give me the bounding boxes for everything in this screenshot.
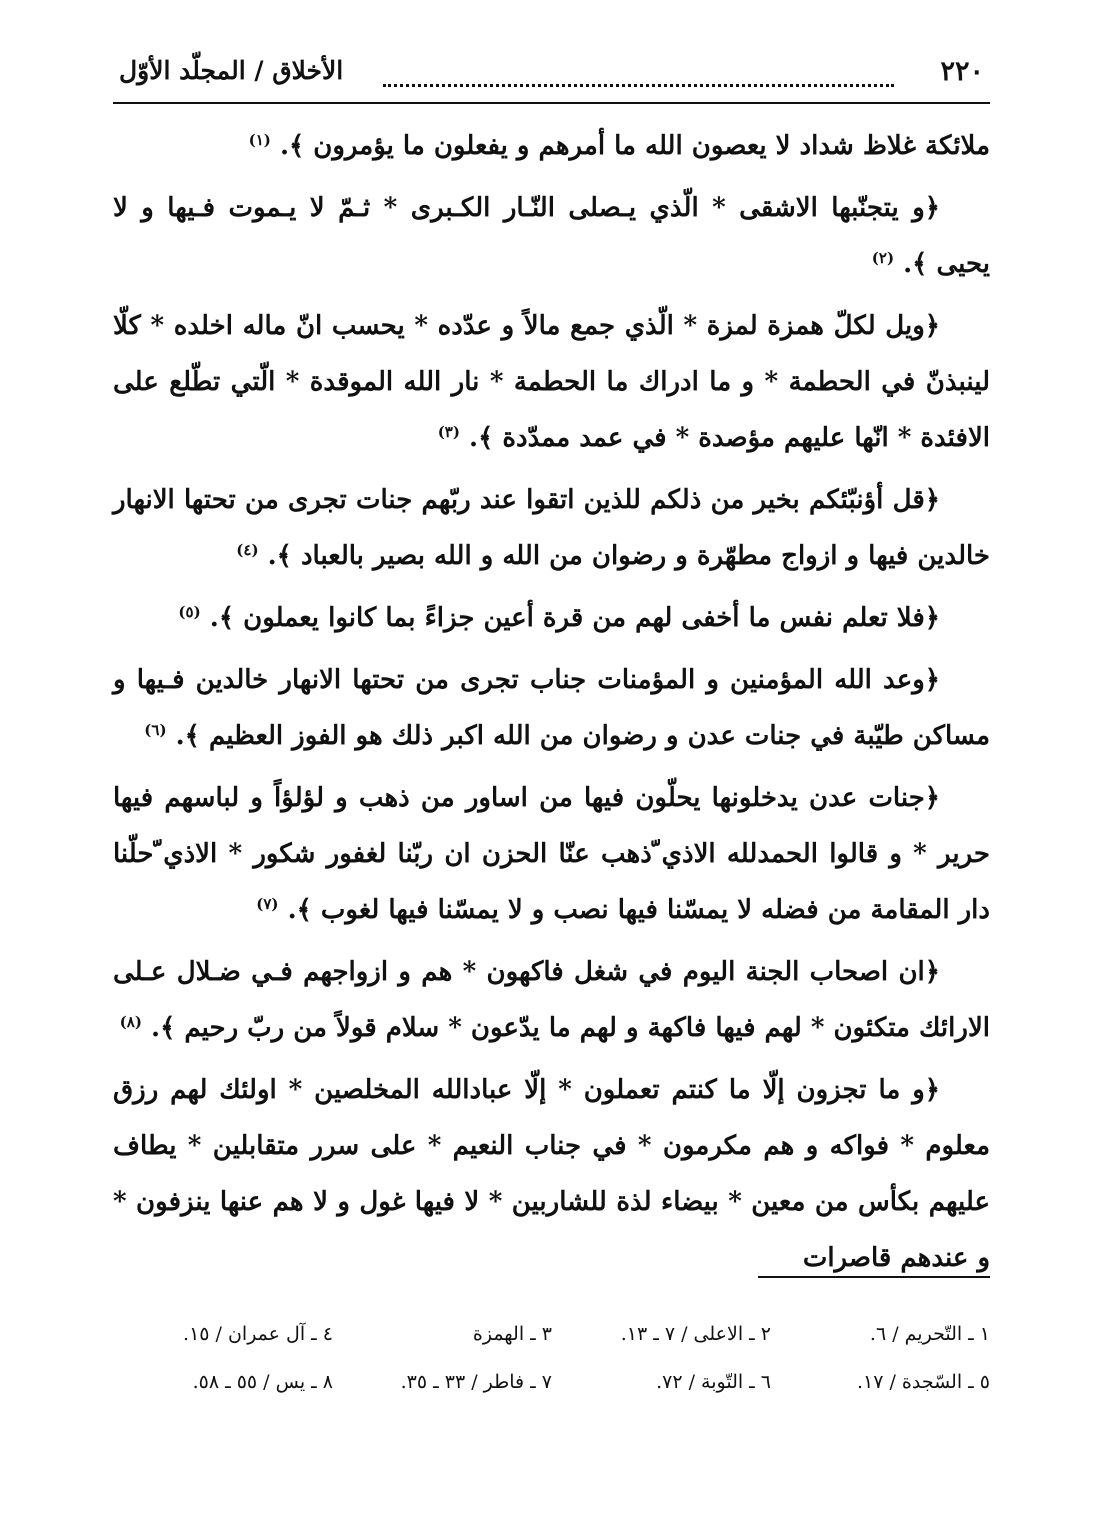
footnote: ٣ ـ الهمزة (472, 1323, 552, 1345)
paragraph-text: ﴿قل أؤنبّئكم بخير من ذلكم للذين اتقوا عند ربّهم جنات تجرى من تحتها الانهار خالدين فيها و ازواج مطهّرة و رضوان من الله و الله بصير بالعباد ﴾. (113, 485, 990, 571)
footnote-marker: (١) (248, 131, 271, 149)
footnote: ٥ ـ السّجدة / ١٧. (856, 1371, 990, 1393)
footnote: ٨ ـ يس / ٥٥ ـ ٥٨. (192, 1371, 333, 1393)
footnote: ٧ ـ فاطر / ٣٣ ـ ٣٥. (400, 1371, 552, 1393)
paragraph (113, 298, 990, 466)
paragraph-text: ﴿وعد الله المؤمنين و المؤمنات جناب تجرى من تحتها الانهار خالدين فـيها و مساكن طيّبة في جنات عدن و رضوان من الله اكبر ذلك هو الفوز العظيم ﴾. (113, 665, 990, 751)
header-dot-leader (383, 84, 894, 87)
paragraph (113, 652, 990, 764)
footnote-row (113, 1358, 990, 1406)
footnote: ٢ ـ الاعلى / ٧ ـ ١٣. (620, 1323, 771, 1345)
paragraph (113, 472, 990, 584)
paragraph-text: ﴿فلا تعلم نفس ما أخفى لهم من قرة أعين جزاءً بما كانوا يعملون ﴾. (209, 603, 940, 633)
paragraph (113, 590, 990, 646)
page-number: ٢٢٠ (940, 56, 984, 87)
footnote-marker: (٥) (178, 603, 201, 621)
footnote: ١ ـ التّحريم / ٦. (869, 1323, 990, 1345)
paragraph-text: ﴿جنات عدن يدخلونها يحلّون فيها من اساور من ذهب و لؤلؤاً و لباسهم فيها حرير * و قالوا الحمدلله الاذي ّذهب عنّا الحزن ان ربّنا لغفور شكور * الاذي ّحلّنا دار المقامة من فضله لا يمسّنا فيها نصب و لا يمسّنا فيها لغوب ﴾. (113, 783, 990, 925)
paragraph-text: ﴿و يتجنّبها الاشقى * الّذي يـصلى النّـار الكـبرى * ثـمّ لا يـموت فـيها و لا يحيى ﴾. (113, 193, 990, 279)
main-text (113, 118, 990, 1292)
paragraph-text: ﴿و ما تجزون إلّا ما كنتم تعملون * إلّا عبادالله المخلصين * اولئك لهم رزق معلوم * فواكه و هم مكرمون * في جناب النعيم * على سرر متقابلين * يطاف عليهم بكأس من معين * بيضاء لذة للشاربين * لا فيها غول و لا هم عنها ينزفون * و عندهم قاصرات (113, 1075, 990, 1273)
paragraph-text: ﴿ان اصحاب الجنة اليوم في شغل فاكهون * هم و ازواجهم فـي ضـلال عـلى الارائك متكئون * لهم فيها فاكهة و لهم ما يدّعون * سلام قولاً من ربّ رحيم ﴾. (113, 957, 990, 1043)
footnote-marker: (٢) (871, 249, 895, 267)
paragraph-text: ﴿ويل لكلّ همزة لمزة * الّذي جمع مالاً و عدّده * يحسب انّ ماله اخلده * كلّا لينبذنّ في الحطمة * و ما ادراك ما الحطمة * نار الله الموقدة * الّتي تطّلع على الافئدة * انّها عليهم مؤصدة * في عمد ممدّدة ﴾. (113, 311, 990, 453)
paragraph (113, 180, 990, 292)
footnote-marker: (٤) (236, 541, 259, 559)
footnote-marker: (٨) (119, 1013, 142, 1031)
paragraph (113, 118, 990, 174)
paragraph (113, 944, 990, 1056)
paragraph (113, 1062, 990, 1286)
footnotes (113, 1310, 990, 1406)
paragraph-text: ملائكة غلاظ شداد لا يعصون الله ما أمرهم و يفعلون ما يؤمرون ﴾. (279, 131, 990, 161)
footnote: ٤ ـ آل عمران / ١٥. (183, 1323, 333, 1345)
running-title: الأخلاق / المجلّد الأوّل (119, 56, 344, 85)
footnote-separator (758, 1276, 990, 1278)
page-header (113, 50, 990, 104)
footnote-marker: (٦) (144, 721, 167, 739)
footnote-row (113, 1310, 990, 1358)
paragraph (113, 770, 990, 938)
footnote: ٦ ـ التّوبة / ٧٢. (656, 1371, 771, 1393)
footnote-marker: (٧) (256, 895, 279, 913)
footnote-marker: (٣) (437, 423, 460, 441)
